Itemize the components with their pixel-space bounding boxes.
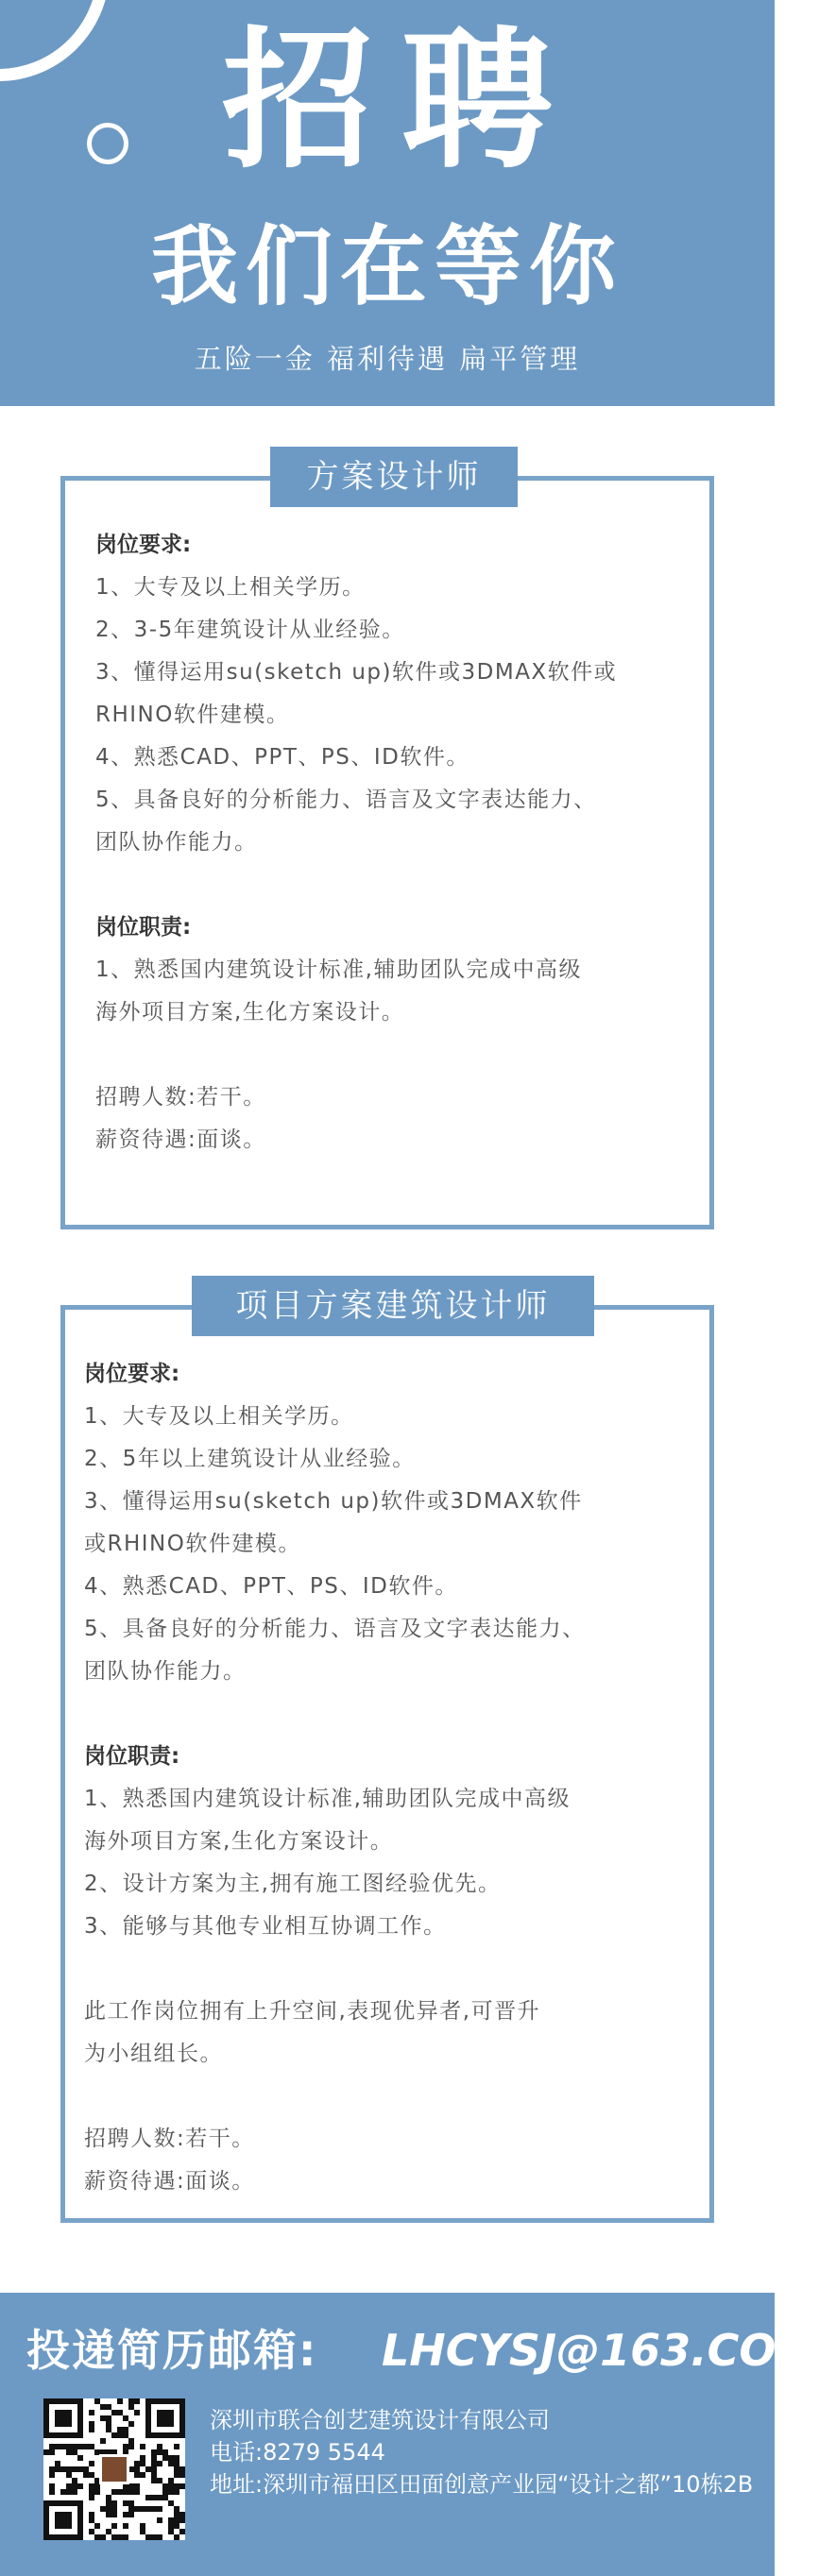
requirement-line: 2、3-5年建筑设计从业经验。 [95, 618, 405, 642]
job-title: 方案设计师 [270, 447, 518, 507]
headline: 招聘 [221, 12, 581, 189]
requirement-line: 团队协作能力。 [84, 1659, 247, 1684]
requirement-line: 2、5年以上建筑设计从业经验。 [84, 1447, 416, 1471]
duty-line: 海外项目方案,生化方案设计。 [95, 1000, 405, 1025]
contact-info [210, 2404, 758, 2500]
promotion-note: 为小组组长。 [84, 2042, 223, 2066]
phone-number: 电话:8279 5544 [210, 2439, 385, 2466]
sub-headline: 我们在等你 [150, 216, 623, 317]
address: 地址:深圳市福田区田面创意产业园“设计之都”10栋2B [210, 2471, 754, 2498]
job-title: 项目方案建筑设计师 [192, 1276, 594, 1336]
email-address[interactable]: LHCYSJ@163.COM [382, 2325, 819, 2376]
duty-line: 1、熟悉国内建筑设计标准,辅助团队完成中高级 [95, 958, 582, 982]
duty-line: 3、能够与其他专业相互协调工作。 [84, 1914, 447, 1939]
job-card-architect [60, 1287, 714, 2223]
qr-logo-icon [99, 2454, 129, 2484]
salary: 薪资待遇:面谈。 [95, 1127, 266, 1152]
requirements-heading: 岗位要求: [84, 1362, 180, 1386]
job-details [65, 1353, 709, 2203]
requirements-heading: 岗位要求: [95, 533, 192, 557]
headcount: 招聘人数:若干。 [95, 1085, 266, 1110]
contact-footer [0, 2293, 819, 2576]
duty-line: 海外项目方案,生化方案设计。 [84, 1829, 394, 1854]
requirement-line: 3、懂得运用su(sketch up)软件或3DMAX软件 [84, 1489, 583, 1514]
requirement-line: 5、具备良好的分析能力、语言及文字表达能力、 [95, 788, 597, 812]
promotion-note: 此工作岗位拥有上升空间,表现优异者,可晋升 [84, 1999, 541, 2024]
benefits-tagline: 五险一金 福利待遇 扁平管理 [194, 343, 581, 375]
requirement-line: 团队协作能力。 [95, 830, 258, 855]
company-name: 深圳市联合创艺建筑设计有限公司 [210, 2407, 550, 2433]
headcount: 招聘人数:若干。 [84, 2127, 255, 2151]
requirement-line: 4、熟悉CAD、PPT、PS、ID软件。 [95, 745, 469, 770]
job-details [65, 524, 709, 1161]
requirement-line: 1、大专及以上相关学历。 [84, 1404, 354, 1429]
requirement-line: 3、懂得运用su(sketch up)软件或3DMAX软件或 [95, 660, 618, 685]
duties-heading: 岗位职责: [84, 1744, 180, 1769]
email-label: 投递简历邮箱: [26, 2325, 318, 2376]
duty-line: 2、设计方案为主,拥有施工图经验优先。 [84, 1872, 502, 1896]
job-card-designer [60, 458, 714, 1229]
requirement-line: 5、具备良好的分析能力、语言及文字表达能力、 [84, 1617, 586, 1641]
duty-line: 1、熟悉国内建筑设计标准,辅助团队完成中高级 [84, 1787, 571, 1811]
requirement-line: RHINO软件建模。 [95, 703, 290, 727]
qr-code [43, 2398, 185, 2540]
requirement-line: 或RHINO软件建模。 [84, 1532, 301, 1556]
requirement-line: 1、大专及以上相关学历。 [95, 575, 366, 600]
duties-heading: 岗位职责: [95, 915, 192, 940]
requirement-line: 4、熟悉CAD、PPT、PS、ID软件。 [84, 1574, 458, 1599]
salary: 薪资待遇:面谈。 [84, 2169, 255, 2194]
header-banner [0, 0, 775, 406]
